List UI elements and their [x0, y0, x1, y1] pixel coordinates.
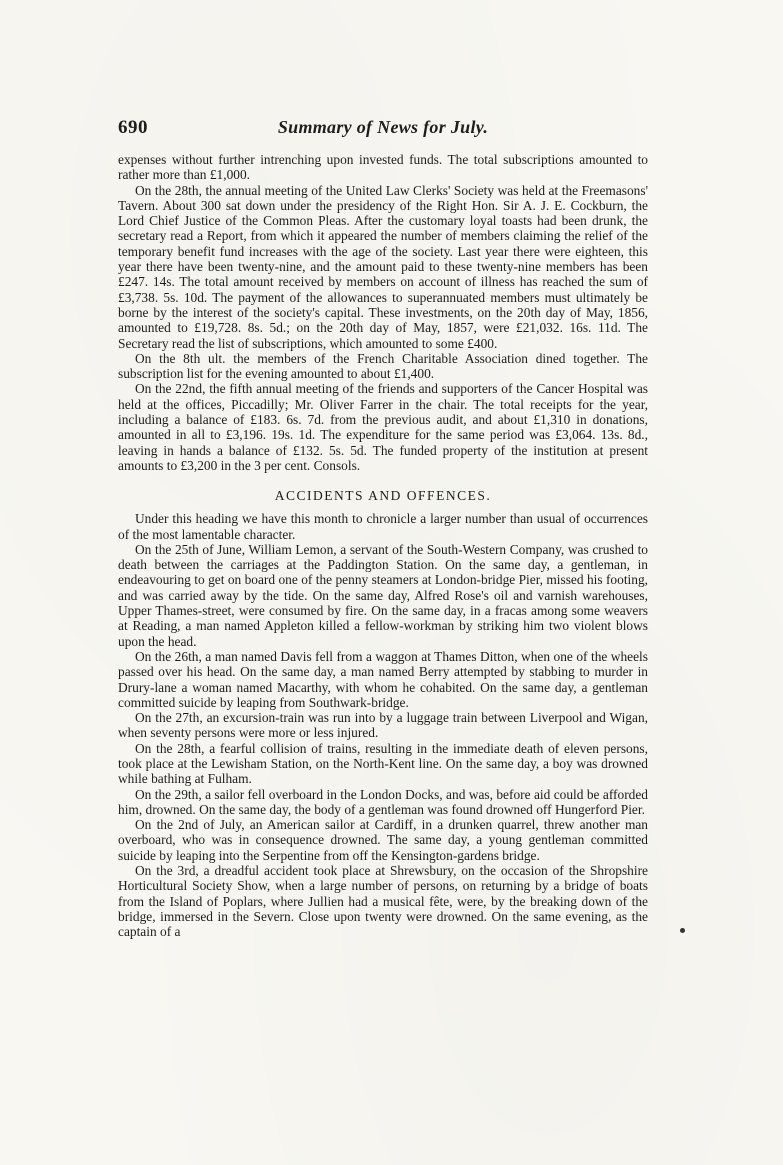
paragraph: On the 28th, the annual meeting of the United Law Clerks' Society was held at the Freemasons' Tavern. About 300 sat down under the presidency of the Right Hon. Sir A. J. E. Cockburn, the Lord Chief Justice of the Common Pleas. After the customary loyal toasts had been drunk, the secretary read a Report, from which it appeared the number of members claiming the relief of the temporary benefit fund increases with the age of the society. Last year there were eighteen, this year there have been twenty-nine, and the amount paid to these twenty-nine members has been £247. 14s. The total amount received by members on account of illness has reached the sum of £3,738. 5s. 10d. The payment of the allowances to superannuated members must ultimately be borne by the interest of the society's capital. These investments, on the 20th day of May, 1856, amounted to £19,728. 8s. 5d.; on the 20th day of May, 1857, were £21,032. 16s. 11d. The Secretary read the list of subscriptions, which amounted to some £400.: [118, 182, 648, 351]
paragraph: On the 3rd, a dreadful accident took place at Shrewsbury, on the occasion of the Shropshire Horticultural Society Show, when a large number of persons, on returning by a bridge of boats from the Island of Poplars, where Jullien had a musical fête, were, by the breaking down of the bridge, immersed in the Severn. Close upon twenty were drowned. On the same evening, as the captain of a: [118, 863, 648, 940]
paragraph: On the 25th of June, William Lemon, a servant of the South-Western Company, was crushed to death between the carriages at the Paddington Station. On the same day, a gentleman, in endeavouring to get on board one of the penny steamers at London-bridge Pier, missed his footing, and was carried away by the tide. On the same day, Alfred Rose's oil and varnish warehouses, Upper Thames-street, were consumed by fire. On the same day, in a fracas among some weavers at Reading, a man named Appleton killed a fellow-workman by striking him two violent blows upon the head.: [118, 541, 648, 649]
paragraph: Under this heading we have this month to chronicle a larger number than usual of occurrences of the most lamentable character.: [118, 511, 648, 542]
paragraph: expenses without further intrenching upon invested funds. The total subscriptions amounted to rather more than £1,000.: [118, 152, 648, 183]
page-header: [118, 117, 648, 141]
page-number: 690: [118, 117, 148, 138]
paragraph: On the 29th, a sailor fell overboard in the London Docks, and was, before aid could be afforded him, drowned. On the same day, the body of a gentleman was found drowned off Hungerford Pier.: [118, 786, 648, 817]
paragraph: On the 2nd of July, an American sailor at Cardiff, in a drunken quarrel, threw another man overboard, who was in consequence drowned. The same day, a young gentleman committed suicide by leaping into the Serpentine from off the Kensington-gardens bridge.: [118, 817, 648, 863]
paragraph: On the 28th, a fearful collision of trains, resulting in the immediate death of eleven persons, took place at the Lewisham Station, on the North-Kent line. On the same day, a boy was drowned while bathing at Fulham.: [118, 740, 648, 787]
paragraph: On the 22nd, the fifth annual meeting of the friends and supporters of the Cancer Hospital was held at the offices, Piccadilly; Mr. Oliver Farrer in the chair. The total receipts for the year, including a balance of £183. 6s. 7d. from the previous audit, and about £1,310 in donations, amounted in all to £3,196. 19s. 1d. The expenditure for the same period was £3,064. 13s. 8d., leaving in hands a balance of £132. 5s. 5d. The funded property of the institution at present amounts to £3,200 in the 3 per cent. Consols.: [118, 381, 648, 473]
running-title: Summary of News for July.: [277, 117, 489, 137]
paragraph: On the 26th, a man named Davis fell from a waggon at Thames Ditton, when one of the wheels passed over his head. On the same day, a man named Berry attempted by stabbing to murder in Drury-lane a woman named Macarthy, with whom he cohabited. On the same day, a gentleman committed suicide by leaping from Southwark-bridge.: [118, 648, 648, 710]
paragraph: On the 8th ult. the members of the French Charitable Association dined together. The subscription list for the evening amounted to about £1,400.: [118, 350, 648, 382]
page-body: [118, 152, 648, 940]
paragraph: On the 27th, an excursion-train was run into by a luggage train between Liverpool and Wigan, when seventy persons were more or less injured.: [118, 710, 648, 741]
section-heading: ACCIDENTS AND OFFENCES.: [274, 488, 492, 504]
margin-mark: [680, 928, 685, 933]
